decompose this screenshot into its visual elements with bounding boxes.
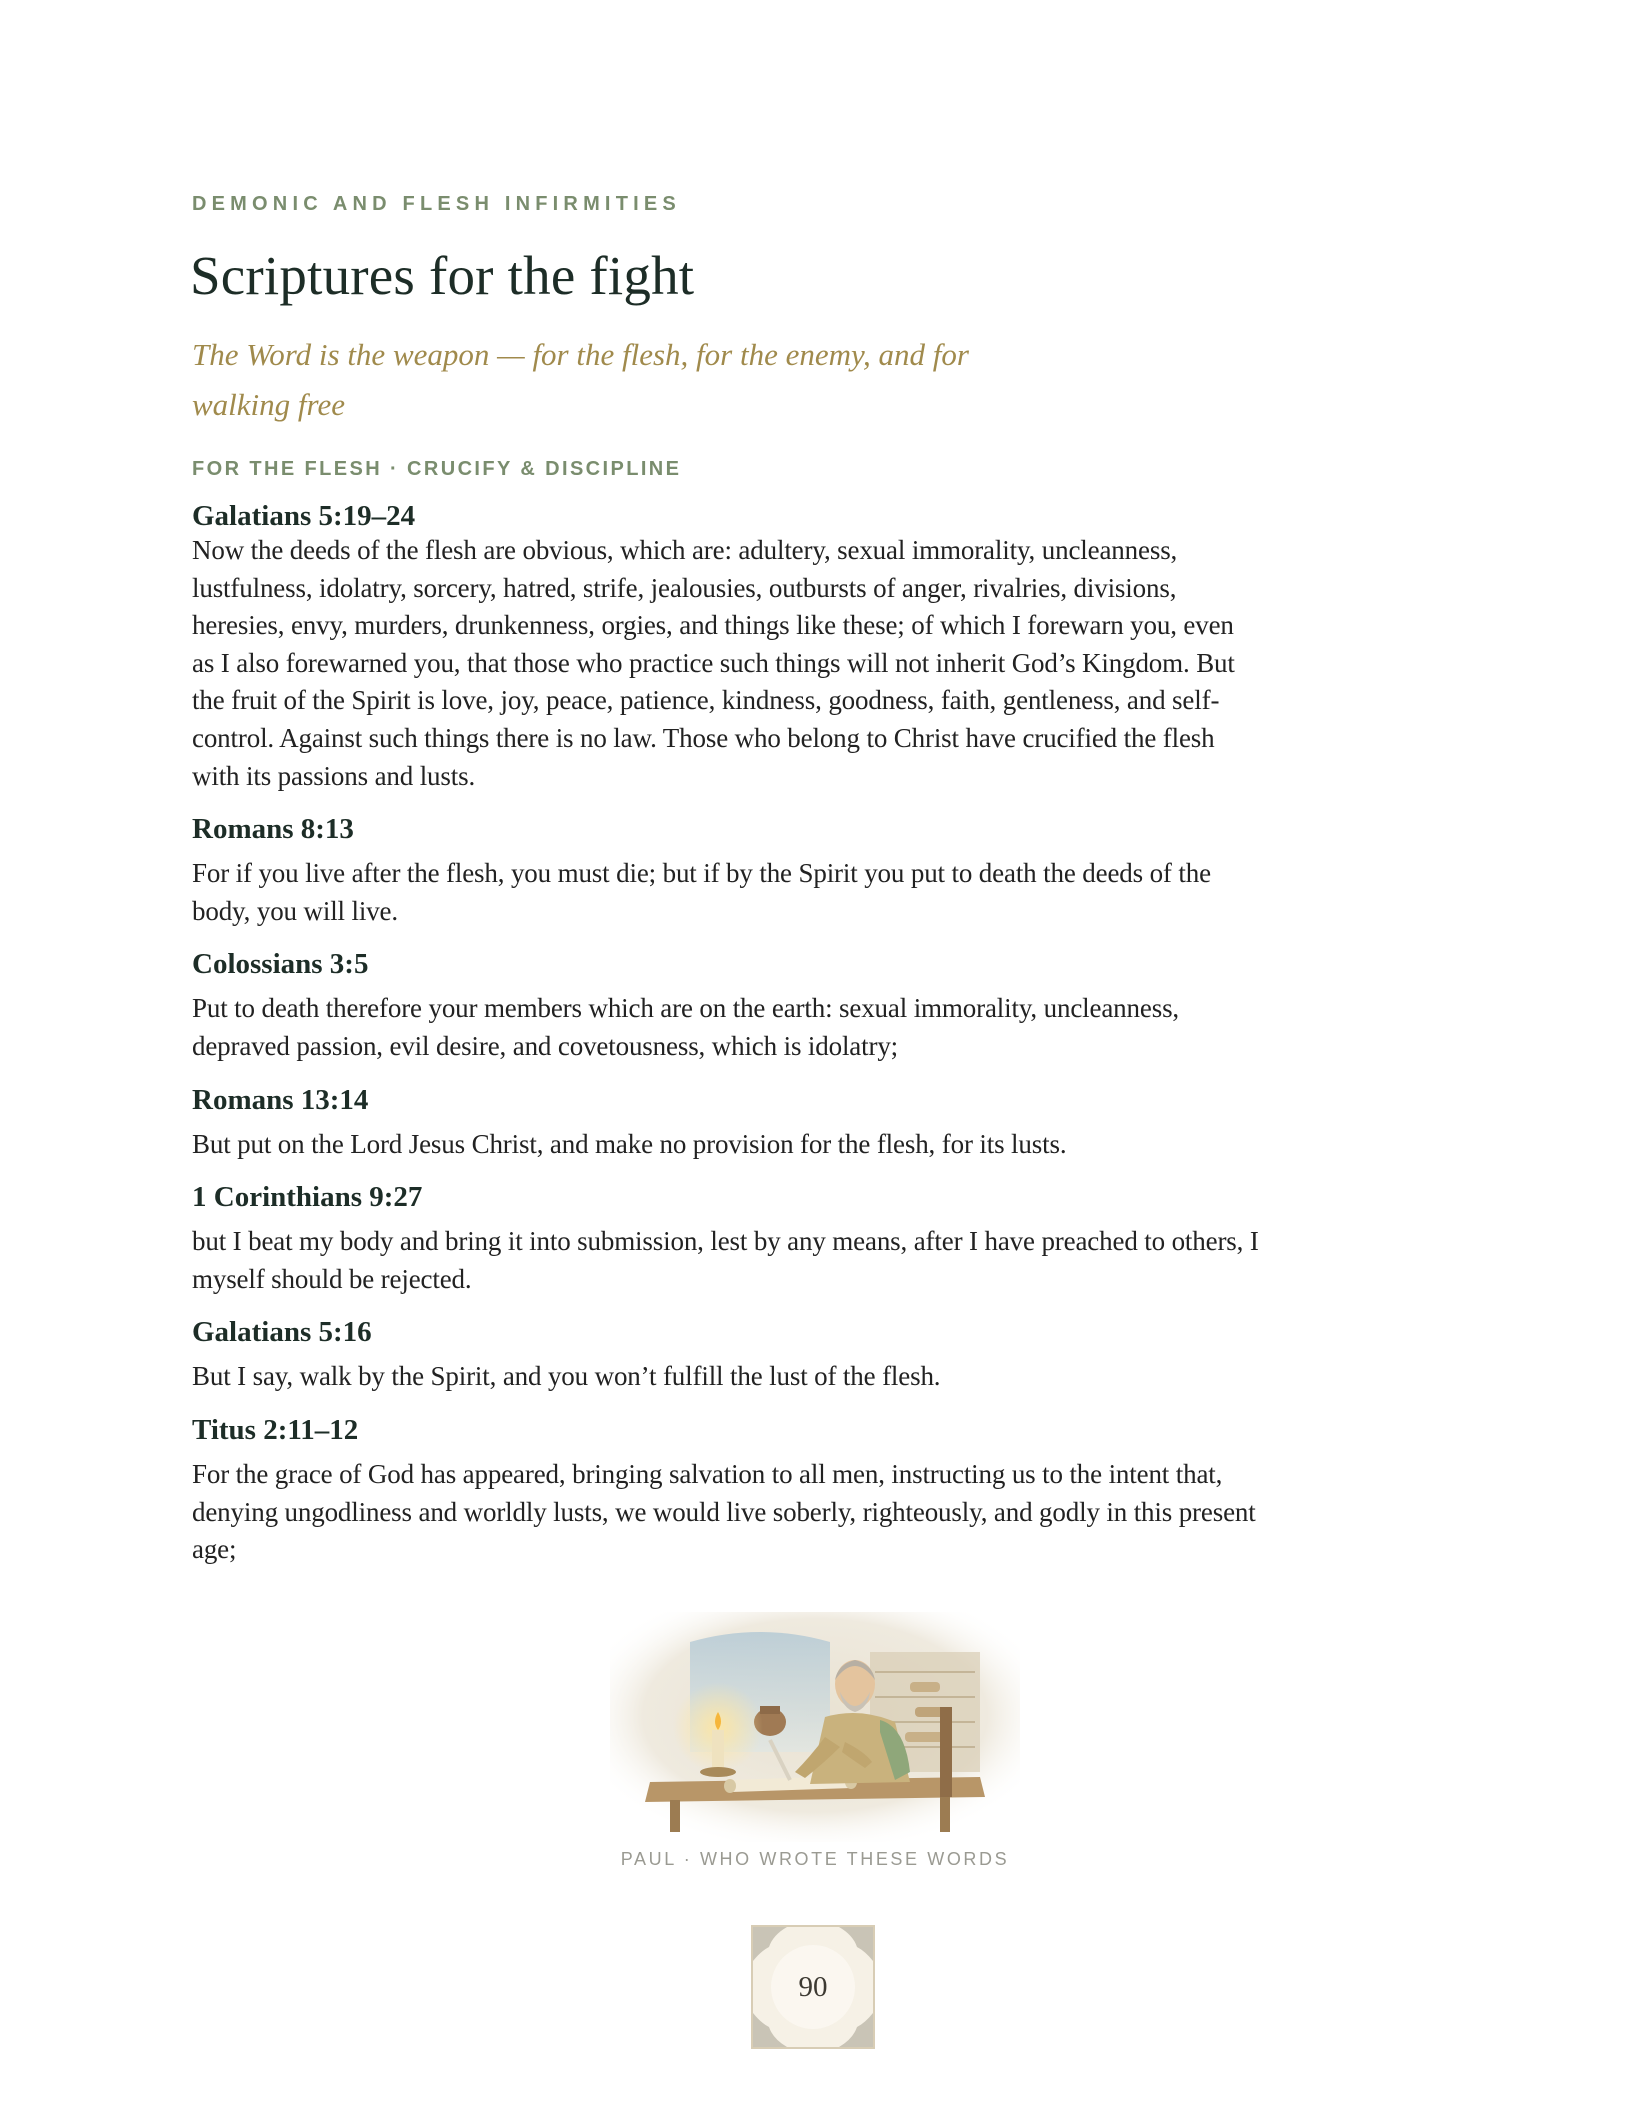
verse-text: but I beat my body and bring it into submission, lest by any means, after I have preached to others, I myself should be rejected.: [192, 1226, 1259, 1294]
verse-reference: Romans 13:14: [192, 1083, 369, 1116]
verse-item: [192, 809, 1262, 930]
page-title: Scriptures for the fight: [190, 245, 695, 306]
verse-text: Put to death therefore your members which are on the earth: sexual immorality, uncleanness, depraved passion, evil desire, and covetousness, which is idolatry;: [192, 993, 1180, 1061]
verse-text: Now the deeds of the flesh are obvious, which are: adultery, sexual immorality, uncleanness, lustfulness, idolatry, sorcery, hatred, strife, jealousies, outbursts of anger, rivalries, divisions, heresies, envy, murders, drunkenness, orgies, and things like these; of which I forewarn you, even as I also forewarned you, that those who practice such things will not inherit God’s Kingdom. But the fruit of the Spirit is love, joy, peace, patience, kindness, goodness, faith, gentleness, and self-control. Against such things there is no law. Those who belong to Christ have crucified the flesh with its passions and lusts.: [192, 535, 1235, 791]
verse-text: For if you live after the flesh, you must die; but if by the Spirit you put to death the deeds of the body, you will live.: [192, 858, 1211, 926]
verse-reference: Romans 8:13: [192, 813, 354, 846]
chapter-kicker: DEMONIC AND FLESH INFIRMITIES: [192, 193, 681, 215]
verse-item: [192, 1410, 1262, 1569]
verse-item: [192, 944, 1262, 1065]
page-number: 90: [798, 1971, 828, 2003]
verse-text: For the grace of God has appeared, bringing salvation to all men, instructing us to the intent that, denying ungodliness and worldly lusts, we would live soberly, righteously, and godly in this present age;: [192, 1458, 1256, 1565]
verse-reference: Galatians 5:19–24: [192, 500, 416, 532]
verse-item: [192, 1177, 1262, 1298]
verse-text: But I say, walk by the Spirit, and you won’t fulfill the lust of the flesh.: [192, 1361, 941, 1392]
verse-item: [192, 496, 1262, 795]
verse-reference: Titus 2:11–12: [192, 1413, 359, 1446]
section-label: FOR THE FLESH · CRUCIFY & DISCIPLINE: [192, 458, 682, 480]
verse-list: [192, 496, 1262, 1583]
page-subtitle: The Word is the weapon — for the flesh, for the enemy, and for walking free: [192, 337, 969, 422]
verse-reference: Galatians 5:16: [192, 1316, 372, 1349]
verse-reference: 1 Corinthians 9:27: [192, 1181, 423, 1214]
verse-text: But put on the Lord Jesus Christ, and make no provision for the flesh, for its lusts.: [192, 1128, 1067, 1159]
verse-item: [192, 1312, 1262, 1396]
figure-caption: PAUL · WHO WROTE THESE WORDS: [620, 1849, 1010, 1869]
verse-item: [192, 1080, 1262, 1164]
verse-reference: Colossians 3:5: [192, 948, 369, 981]
paul-writing-illustration: [610, 1612, 1020, 1842]
